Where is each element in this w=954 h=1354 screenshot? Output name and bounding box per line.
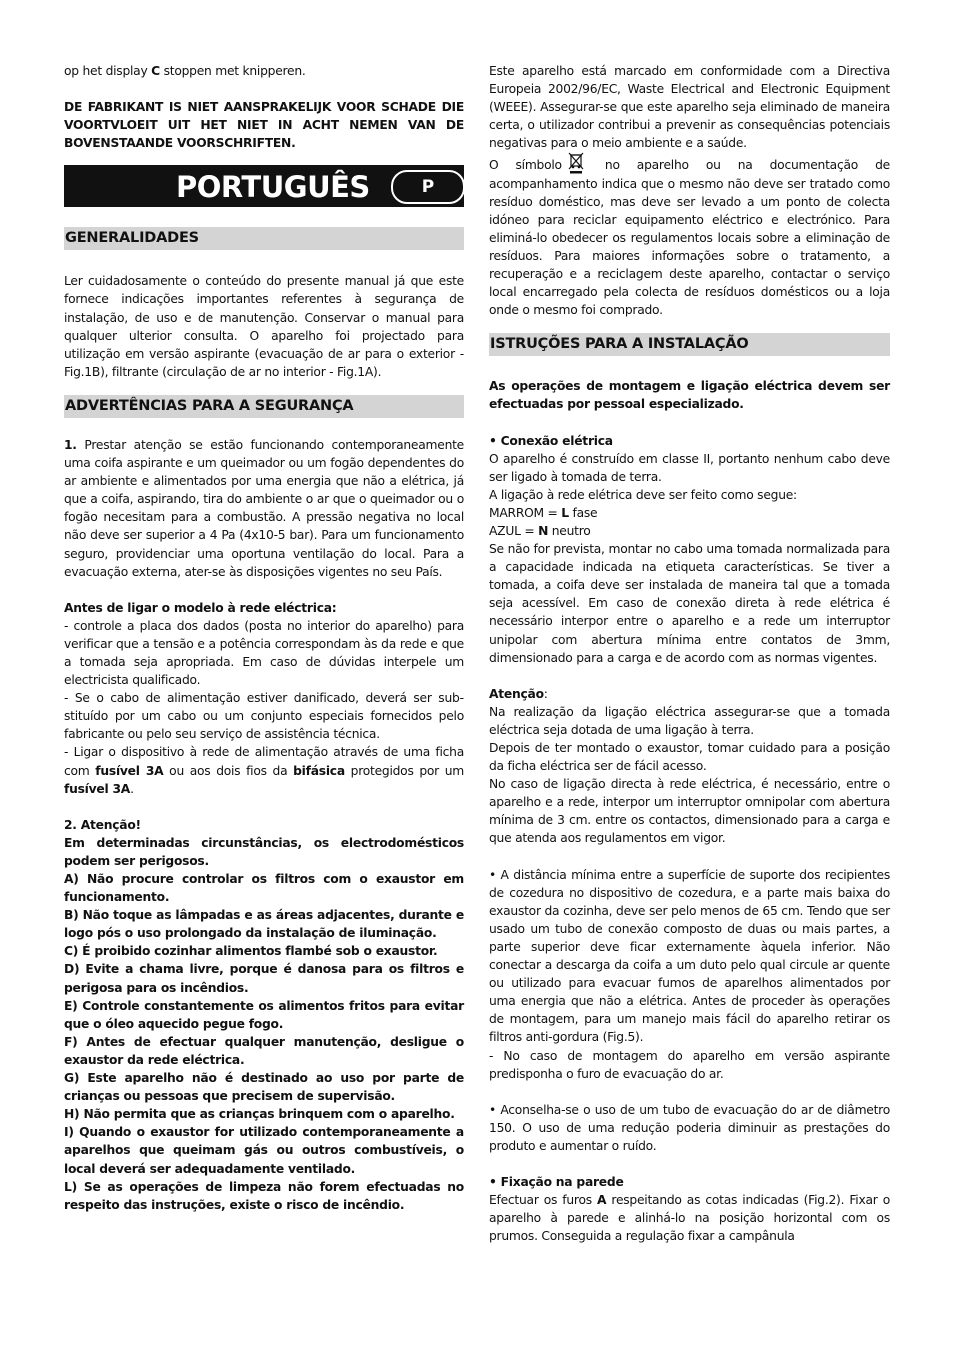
text-run-bold: Atenção [489, 686, 544, 701]
text-run: Efectuar os furos [489, 1193, 598, 1208]
atencao-line: H) Não permita que as crianças brinquem com o aparelho. [64, 1107, 455, 1122]
right-column [489, 62, 890, 1245]
antes-item-3 [64, 743, 464, 797]
atencao-text-3: No caso de ligação directa à rede eléctrica, é necessário, entre o aparelho e a rede, interpor um interruptor omnipolar com abertura mínima de 3 cm. entre os contactos, dimensionado para a carga e que atenda aos regulamentos em vigor. [489, 777, 890, 846]
intro-text: op het display [64, 64, 152, 78]
atencao-line: F) Antes de efectuar qualquer manutenção, desligue o exaustor da rede eléctrica. [64, 1034, 464, 1067]
weee-paragraph-2 [489, 152, 890, 319]
section-header-instalacao: ISTRUÇÕES PARA A INSTALAÇÃO [489, 333, 890, 356]
conexao-heading: • Conexão elétrica [489, 433, 613, 448]
atencao-line: B) Não toque as lâmpadas e as áreas adjacentes, durante e logo pós o uso prolongado da instalação de iluminação. [64, 908, 464, 941]
distancia-paragraph: • A distância mínima entre a superfície de suporte dos recipientes de cozedura no dispositivo de cozedura, e a parte mais baixa do exaustor da cozinha, deve ser pelo menos de 65 cm. Tendo que ser usado um tubo de conexão composto de duas ou mais partes, a parte superior deve ficar externamente àquela inferior. Não conectar a descarga da coifa a um duto pelo qual circule ar quente ou utilizado para evacuar fumos de aparelhos alimentados por uma energia que não a elétrica. Antes de proceder às operações de montagem, para um manejo mais fácil do aparelho retirar os filtros anti-gordura (Fig.5). [489, 867, 890, 1045]
language-banner [64, 165, 464, 207]
text-run: ou aos dois fios da [163, 763, 294, 778]
intro-line [64, 62, 464, 80]
atencao-line: E) Controle constantemente os alimentos fritos para evitar que o óleo aquecido pegue fogo. [64, 998, 464, 1031]
conexao-text-3: Se não for prevista, montar no cabo uma tomada normalizada para a capacidade indicada na etiqueta características. Se tiver a tomada, a coifa deve ser instalada de maneira tal que a tomada seja acessível. Em caso de conexão direta à rede elétrica é necessário interpor entre o aparelho e a rede um interruptor unipolar com abertura mínima entre contatos de 3mm, dimensionado para a carga e de acordo com as normas vigentes. [489, 542, 890, 665]
manufacturer-disclaimer: DE FABRIKANT IS NIET AANSPRAKELIJK VOOR SCHADE DIE VOORTVLOEIT UIT HET NIET IN ACHT NEMEN VAN DE BOVENSTAANDE VOORSCHRIFTEN. [64, 100, 464, 151]
text-run: MARROM = [489, 505, 562, 520]
atencao-text-2: Depois de ter montado o exaustor, tomar cuidado para a posição da ficha eléctrica ser de fácil acesso. [489, 741, 890, 774]
generalidades-paragraph: Ler cuidadosamente o conteúdo do presente manual já que este fornece indicações importantes referentes à segurança de instalação, de uso e de manutenção. Conservar o manual para qualquer ulterior consulta. O aparelho foi projectado para utilização em versão aspirante (evacuação de ar para o exterior - Fig.1B), filtrante (circulação de ar no interior - Fig.1A). [64, 274, 464, 379]
installation-warning: As operações de montagem e ligação eléctrica devem ser efectuadas por pessoal especializado. [489, 379, 890, 412]
atencao-label-line [489, 685, 890, 703]
section-header-advertencias: ADVERTÊNCIAS PARA A SEGURANÇA [64, 395, 464, 418]
text-run: : [543, 686, 548, 701]
text-run-bold: fusível 3A [64, 781, 131, 796]
text-run-bold: L [561, 505, 569, 520]
item-number: 1. [64, 437, 77, 452]
atencao-line: C) É proibido cozinhar alimentos flambé sob o exaustor. [64, 944, 438, 959]
fixacao-heading: • Fixação na parede [489, 1174, 624, 1189]
weee-paragraph-1: Este aparelho está marcado em conformidade com a Directiva Europeia 2002/96/EC, Waste Electrical and Electronic Equipment (WEEE). Assegurar-se que este aparelho seja eliminado de maneira certa, o utilizador contribui a prevenir as consequências potenciais negativas para o meio ambiente e a saúde. [489, 64, 890, 151]
text-run: no aparelho ou na documentação de acompanhamento indica que o mesmo não deve ser tratado como resíduo doméstico, mas deve ser levado a um ponto de colecta idóneo para reciclar equipamento eléctrico e electrónico. Para eliminá-lo obedecer os regulamentos locais sobre a eliminação de resíduos. Para maiores informações sobre o tratamento, a recuperação e a reciclagem deste aparelho, contactar o serviço local encarregado pela colecta de resíduos domésticos ou a loja onde o mesmo foi comprado. [489, 158, 890, 318]
section-header-generalidades: GENERALIDADES [64, 227, 464, 250]
text-run-bold: A [597, 1193, 607, 1208]
antes-item-2: - Se o cabo de alimentação estiver danificado, deverá ser substituído por um cabo ou um conjunto especiais fornecidos pelo fabricante ou pelo seu serviço de assistência técnica. [64, 691, 464, 742]
text-run: . [130, 781, 134, 796]
wire-brown [489, 504, 890, 522]
atencao-line: G) Este aparelho não é destinado ao uso por parte de crianças ou pessoas que precisem de supervisão. [64, 1071, 464, 1104]
atencao-line: L) Se as operações de limpeza não forem efectuadas no respeito das instruções, existe o risco de incêndio. [64, 1179, 464, 1212]
fixacao-paragraph [489, 1191, 890, 1245]
text-run: fase [568, 505, 598, 520]
language-title: PORTUGUÊS [176, 170, 370, 205]
atencao-line: 2. Atenção! [64, 817, 141, 832]
safety-item-1 [64, 436, 464, 581]
conexao-text-2: A ligação à rede elétrica deve ser feito como segue: [489, 487, 797, 502]
text-run-bold: bifásica [293, 763, 345, 778]
atencao-line: I) Quando o exaustor for utilizado contemporaneamente a aparelhos que queimam gás ou outros combustíveis, o local deverá ser adequadamente ventilado. [64, 1125, 464, 1176]
text-run: O símbolo [489, 158, 562, 173]
atencao-text-1: Na realização da ligação eléctrica assegurar-se que a tomada eléctrica seja dotada de uma ligação à terra. [489, 704, 890, 737]
crossed-out-wheelie-bin-icon [568, 152, 584, 174]
text-run: respeitando as cotas indicadas (Fig.2). Fixar o aparelho à parede e alinhá-lo na posição horizontal com os prumos. Conseguida a regulação fixar a campânula [489, 1193, 890, 1244]
antes-heading: Antes de ligar o modelo à rede eléctrica: [64, 600, 337, 615]
montagem-paragraph: - No caso de montagem do aparelho em versão aspirante predisponha o furo de evacuação do ar. [489, 1048, 890, 1081]
language-badge: P [391, 170, 465, 204]
text-run: - Ligar o dispositivo à rede de alimentação através de uma ficha com [64, 745, 464, 778]
text-run: AZUL = [489, 523, 539, 538]
text-run: neutro [548, 523, 591, 538]
atencao-line: D) Evite a chama livre, porque é danosa para os filtros e perigosa para os incêndios. [64, 962, 464, 995]
tubo-paragraph: • Aconselha-se o uso de um tubo de evacuação do ar de diâmetro 150. O uso de uma redução poderia diminuir as prestações do produto e aumentar o ruído. [489, 1102, 890, 1153]
atencao-block [64, 816, 464, 1214]
atencao-line: Em determinadas circunstâncias, os electrodomésticos podem ser perigosos. [64, 835, 464, 868]
atencao-line: A) Não procure controlar os filtros com o exaustor em funcionamento. [64, 872, 464, 905]
display-letter: C [151, 64, 160, 78]
left-column [64, 62, 464, 1214]
item-text: Prestar atenção se estão funcionando contemporaneamente uma coifa aspirante e um queimador ou um fogão dependentes do ar ambiente e alimentados por uma energia que não a elétrica, já que a coifa, aspirando, tira do ambiente o ar que o queimador ou o fogão necesitam para a combustão. A pressão negativa no local não deve ser superior a 4 Pa (4x10-5 bar). Para um funcionamento seguro, providenciar uma oportuna ventilação do local. Para a evacuação externa, ater-se às disposições vigentes no seu País. [64, 437, 464, 579]
text-run: protegidos por um [344, 763, 465, 778]
text-run-bold: N [538, 523, 549, 538]
antes-item-1: - controle a placa dos dados (posta no interior do aparelho) para verificar que a tensão e a potência correspondam às da rede e que a tomada seja apropriada. Em caso de dúvidas interpele um electricista qualificado. [64, 618, 464, 688]
intro-text-end: stoppen met knipperen. [159, 64, 306, 78]
text-run-bold: fusível 3A [95, 763, 164, 778]
conexao-text-1: O aparelho é construído em classe II, portanto nenhum cabo deve ser ligado à tomada de terra. [489, 451, 890, 484]
wire-blue [489, 522, 890, 540]
